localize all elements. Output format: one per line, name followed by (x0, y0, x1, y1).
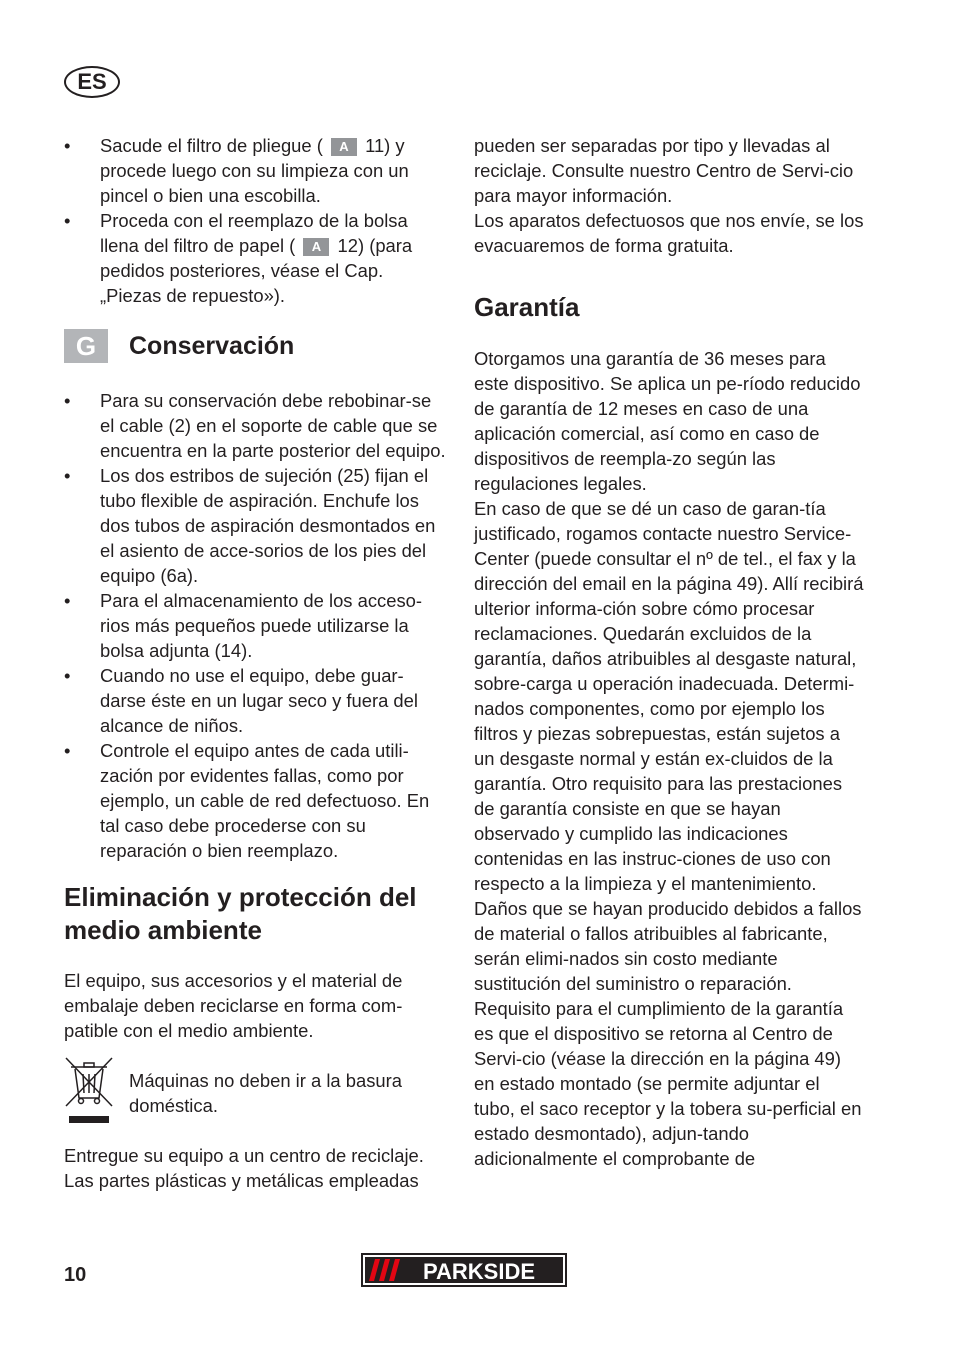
warranty-heading: Garantía (474, 292, 580, 322)
parkside-logo (361, 1253, 567, 1287)
section-g-header (64, 329, 449, 363)
storage-list (64, 388, 449, 863)
right-column (474, 133, 864, 1171)
recycling-paragraph: Entregue su equipo a un centro de reciclaje. Las partes plásticas y metálicas empleadas (64, 1145, 424, 1191)
left-column (64, 133, 449, 1193)
crossed-bin-icon (64, 1056, 114, 1126)
language-badge: ES (64, 66, 120, 98)
figure-ref-badge: A (331, 138, 357, 156)
list-item: • Los dos estribos de sujeción (25) fijan el tubo flexible de aspiración. Enchufe los dos tubos de aspiración desmontados en el asiento de acce-sorios de los pies del equipo (6a). (64, 465, 436, 586)
figure-ref-badge: A (303, 238, 329, 256)
free-disposal-paragraph: Los aparatos defectuosos que nos envíe, se los evacuaremos de forma gratuita. (474, 210, 864, 256)
disposal-heading: Eliminación y protección del medio ambiente (64, 882, 417, 945)
warranty-paragraph: Otorgamos una garantía de 36 meses para este dispositivo. Se aplica un pe-ríodo reducido de garantía de 12 meses en caso de una aplicación comercial, así como en caso de dispositivos de reempla-zo según las regulaciones legales. (474, 348, 861, 494)
section-letter-badge: G (64, 329, 108, 363)
list-item: • Cuando no use el equipo, debe guar-darse éste en un lugar seco y fuera del alcance de niños. (64, 665, 418, 736)
section-title: Conservación (129, 332, 295, 360)
disposal-paragraph: El equipo, sus accesorios y el material de embalaje deben reciclarse en forma com-patible con el medio ambiente. (64, 970, 403, 1041)
list-item: • Controle el equipo antes de cada utili-zación por evidentes fallas, como por ejemplo, un cable de red defectuoso. En tal caso debe procederse con su reparación o bien reemplazo. (64, 740, 430, 861)
weee-notice (64, 1056, 449, 1126)
recycling-continued: pueden ser separadas por tipo y llevadas al reciclaje. Consulte nuestro Centro de Servi-cio para mayor información. (474, 135, 854, 206)
list-item: • Para el almacenamiento de los acceso-rios más pequeños puede utilizarse la bolsa adjunta (14). (64, 590, 423, 661)
list-item: • Sacude el filtro de pliegue ( A 11) y procede luego con su limpieza con un pincel o bien una escobilla. (64, 135, 409, 206)
page-number: 10 (64, 1264, 87, 1286)
weee-text: Máquinas no deben ir a la basura doméstica. (129, 1070, 402, 1116)
list-item: • Para su conservación debe rebobinar-se el cable (2) en el soporte de cable que se encuentra en la parte posterior del equipo. (64, 390, 446, 461)
list-item: • Proceda con el reemplazo de la bolsa llena del filtro de papel ( A 12) (para pedidos posteriores, véase el Cap. „Piezas de repuesto»). (64, 210, 413, 306)
maintenance-list (64, 133, 449, 308)
warranty-paragraph: En caso de que se dé un caso de garan-tía justificado, rogamos contacte nuestro Service-Center (puede consultar el nº de tel., el fax y la dirección del email en la página 49). Allí recibirá ulterior informa-ción sobre cómo procesar reclamaciones. Quedarán excluidos de la garantía, daños atribuibles al desgaste natural, sobre-carga u operación inadecuada. Determi-nados componentes, como por ejemplo los filtros y piezas sobrepuestas, están sujetos a un desgaste normal y están ex-cluidos de la garantía. Otro requisito para las prestaciones de garantía consiste en que se hayan observado y cumplido las indicaciones contenidas en las instruc-ciones de uso con respecto a la limpieza y el mantenimiento. Daños que se hayan producido debidos a fallos de material o fallos atribuibles al fabricante, serán elimi-nados sin costo mediante sustitución del suministro o reparación. Requisito para el cumplimiento de la garantía es que el dispositivo se retorna al Centro de Servi-cio (véase la dirección en la página 49) en estado montado (se permite adjuntar el tubo, el saco receptor y la tobera su-perficial en estado desmontado), adjun-tando adicionalmente el comprobante de (474, 498, 864, 1169)
brand-wordmark: PARKSIDE (422, 1259, 536, 1284)
